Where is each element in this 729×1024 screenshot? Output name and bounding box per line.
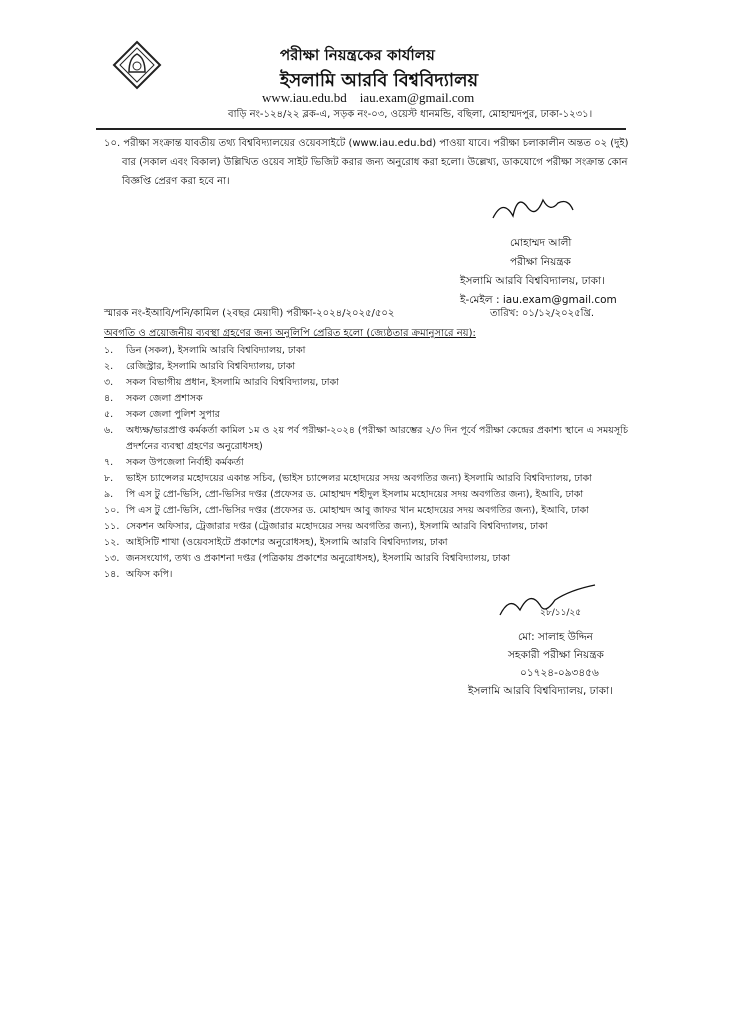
distribution-list <box>104 343 634 583</box>
item-number: ৭. <box>104 457 114 468</box>
paragraph-10 <box>104 134 629 191</box>
item-number: ১২. <box>104 537 120 548</box>
list-item <box>104 375 634 391</box>
list-item <box>104 407 634 423</box>
item-text: জনসংযোগ, তথ্য ও প্রকাশনা দপ্তর (পত্রিকায় প্রকাশের অনুরোধসহ), ইসলামি আরবি বিশ্ববিদ্যালয়, ঢাকা <box>126 553 511 564</box>
list-item <box>104 551 634 567</box>
item-text: পি এস টু প্রো-ভিসি, প্রো-ভিসির দপ্তর (প্রফেসর ড. মোহাম্মদ শহীদুল ইসলাম মহোদয়ের সদয় অবগতির জন্য), ইআবি, ঢাকা <box>126 489 584 500</box>
university-name: ইসলামি আরবি বিশ্ববিদ্যালয় <box>280 70 479 91</box>
list-item <box>104 391 634 407</box>
item-text: সকল জেলা পুলিশ সুপার <box>126 409 220 420</box>
memo-reference: স্মারক নং-ইআবি/পনি/কামিল (২বছর মেয়াদী) পরীক্ষা-২০২৪/২০২৫/৫০২ <box>104 308 395 319</box>
item-number: ৩. <box>104 377 114 388</box>
website-link[interactable]: www.iau.edu.bd <box>262 90 347 105</box>
list-item <box>104 519 634 535</box>
para-line: বিজ্ঞপ্তি প্রেরণ করা হবে না। <box>122 176 230 187</box>
list-item <box>104 503 634 519</box>
list-item <box>104 359 634 375</box>
office-title: পরীক্ষা নিয়ন্ত্রকের কার্যালয় <box>280 46 435 64</box>
item-number: ১৩. <box>104 553 120 564</box>
signatory-phone: ০১৭২৪-০৯৩৪৫৬ <box>520 667 599 679</box>
item-text: ভাইস চ্যান্সেলর মহোদয়ের একান্ত সচিব, (ভাইস চ্যান্সেলর মহোদয়ের সদয় অবগতির জন্য) ইসলামি আরবি বিশ্ববিদ্যালয়, ঢাকা <box>126 473 592 484</box>
signature-controller <box>488 188 578 228</box>
item-number: ১. <box>104 345 114 356</box>
signature-date: ২৮/১১/২৫ <box>540 608 582 618</box>
signatory-name: মোহাম্মদ আলী <box>510 237 572 249</box>
item-text: ডিন (সকল), ইসলামি আরবি বিশ্ববিদ্যালয়, ঢাকা <box>126 345 306 356</box>
address: বাড়ি নং-১২৪/২২ ব্লক-এ, সড়ক নং-০৩, ওয়েস্ট ধানমন্ডি, বছিলা, মোহাম্মদপুর, ঢাকা-১২৩১। <box>228 109 593 120</box>
list-item <box>104 455 634 471</box>
item-text: সকল উপজেলা নির্বাহী কর্মকর্তা <box>126 457 244 468</box>
item-number: ৪. <box>104 393 114 404</box>
list-item <box>104 423 634 455</box>
email-link[interactable]: iau.exam@gmail.com <box>359 90 475 105</box>
distribution-heading: অবগতি ও প্রয়োজনীয় ব্যবস্থা গ্রহণের জন্য অনুলিপি প্রেরিত হলো (জ্যেষ্ঠতার ক্রমানুসারে নয়): <box>104 328 476 339</box>
signatory-title: পরীক্ষা নিয়ন্ত্রক <box>510 256 571 268</box>
memo-date: তারিখ: ০১/১২/২০২৫খ্রি. <box>490 308 595 319</box>
item-number: ২. <box>104 361 114 372</box>
signatory-org: ইসলামি আরবি বিশ্ববিদ্যালয়, ঢাকা। <box>460 275 605 287</box>
header-divider <box>96 128 626 130</box>
item-text: অধ্যক্ষ/ভারপ্রাপ্ত কর্মকর্তা কামিল ১ম ও ২য় পর্ব পরীক্ষা-২০২৪ (পরীক্ষা আরম্ভের ২/৩ দিন পূর্বে পরীক্ষা কেন্দ্রের প্রকাশ্য স্থানে এ সময়সূচি প্রদর্শনের ব্যবস্থা গ্রহণের অনুরোধসহ) <box>126 425 628 452</box>
item-text: সকল বিভাগীয় প্রধান, ইসলামি আরবি বিশ্ববিদ্যালয়, ঢাকা <box>126 377 339 388</box>
list-item <box>104 471 634 487</box>
list-item <box>104 343 634 359</box>
signatory-1 <box>460 234 617 310</box>
item-number: ৫. <box>104 409 114 420</box>
item-text: অফিস কপি। <box>126 569 173 580</box>
para-line: বার (সকাল এবং বিকাল) উল্লিখিত ওয়েব সাইট ভিজিট করার জন্য অনুরোধ করা হলো। উল্লেখ্য, ডাকযোগে পরীক্ষা সংক্রান্ত কোন <box>122 157 628 168</box>
signatory-email: ই-মেইল : iau.exam@gmail.com <box>460 294 617 306</box>
list-item <box>104 535 634 551</box>
item-number: ১৪. <box>104 569 120 580</box>
contact-line <box>262 90 474 106</box>
para-line: ১০. পরীক্ষা সংক্রান্ত যাবতীয় তথ্য বিশ্ববিদ্যালয়ের ওয়েবসাইটে (www.iau.edu.bd) পাওয়া যাবে। পরীক্ষা চলাকালীন অন্তত ০২ (দুই) <box>104 138 629 149</box>
signatory-name: মো: সালাহ উদ্দিন <box>518 631 593 643</box>
item-number: ১০. <box>104 505 120 516</box>
item-number: ৬. <box>104 425 114 436</box>
item-text: রেজিস্ট্রার, ইসলামি আরবি বিশ্ববিদ্যালয়, ঢাকা <box>126 361 296 372</box>
item-number: ১১. <box>104 521 120 532</box>
item-text: সকল জেলা প্রশাসক <box>126 393 203 404</box>
list-item <box>104 487 634 503</box>
item-number: ৯. <box>104 489 114 500</box>
item-text: সেকশন অফিসার, ট্রেজারার দপ্তর (ট্রেজারার মহোদয়ের সদয় অবগতির জন্য), ইসলামি আরবি বিশ্ববিদ্যালয়, ঢাকা <box>126 521 548 532</box>
item-text: আইসিটি শাখা (ওয়েবসাইটে প্রকাশের অনুরোধসহ), ইসলামি আরবি বিশ্ববিদ্যালয়, ঢাকা <box>126 537 448 548</box>
signatory-org: ইসলামি আরবি বিশ্ববিদ্যালয়, ঢাকা। <box>468 685 613 697</box>
signatory-title: সহকারী পরীক্ষা নিয়ন্ত্রক <box>508 649 604 661</box>
item-text: পি এস টু প্রো-ভিসি, প্রো-ভিসির দপ্তর (প্রফেসর ড. মোহাম্মদ আবু জাফর খান মহোদয়ের সদয় অবগতির জন্য), ইআবি, ঢাকা <box>126 505 589 516</box>
signatory-2 <box>468 628 613 700</box>
item-number: ৮. <box>104 473 114 484</box>
university-logo <box>112 40 162 90</box>
